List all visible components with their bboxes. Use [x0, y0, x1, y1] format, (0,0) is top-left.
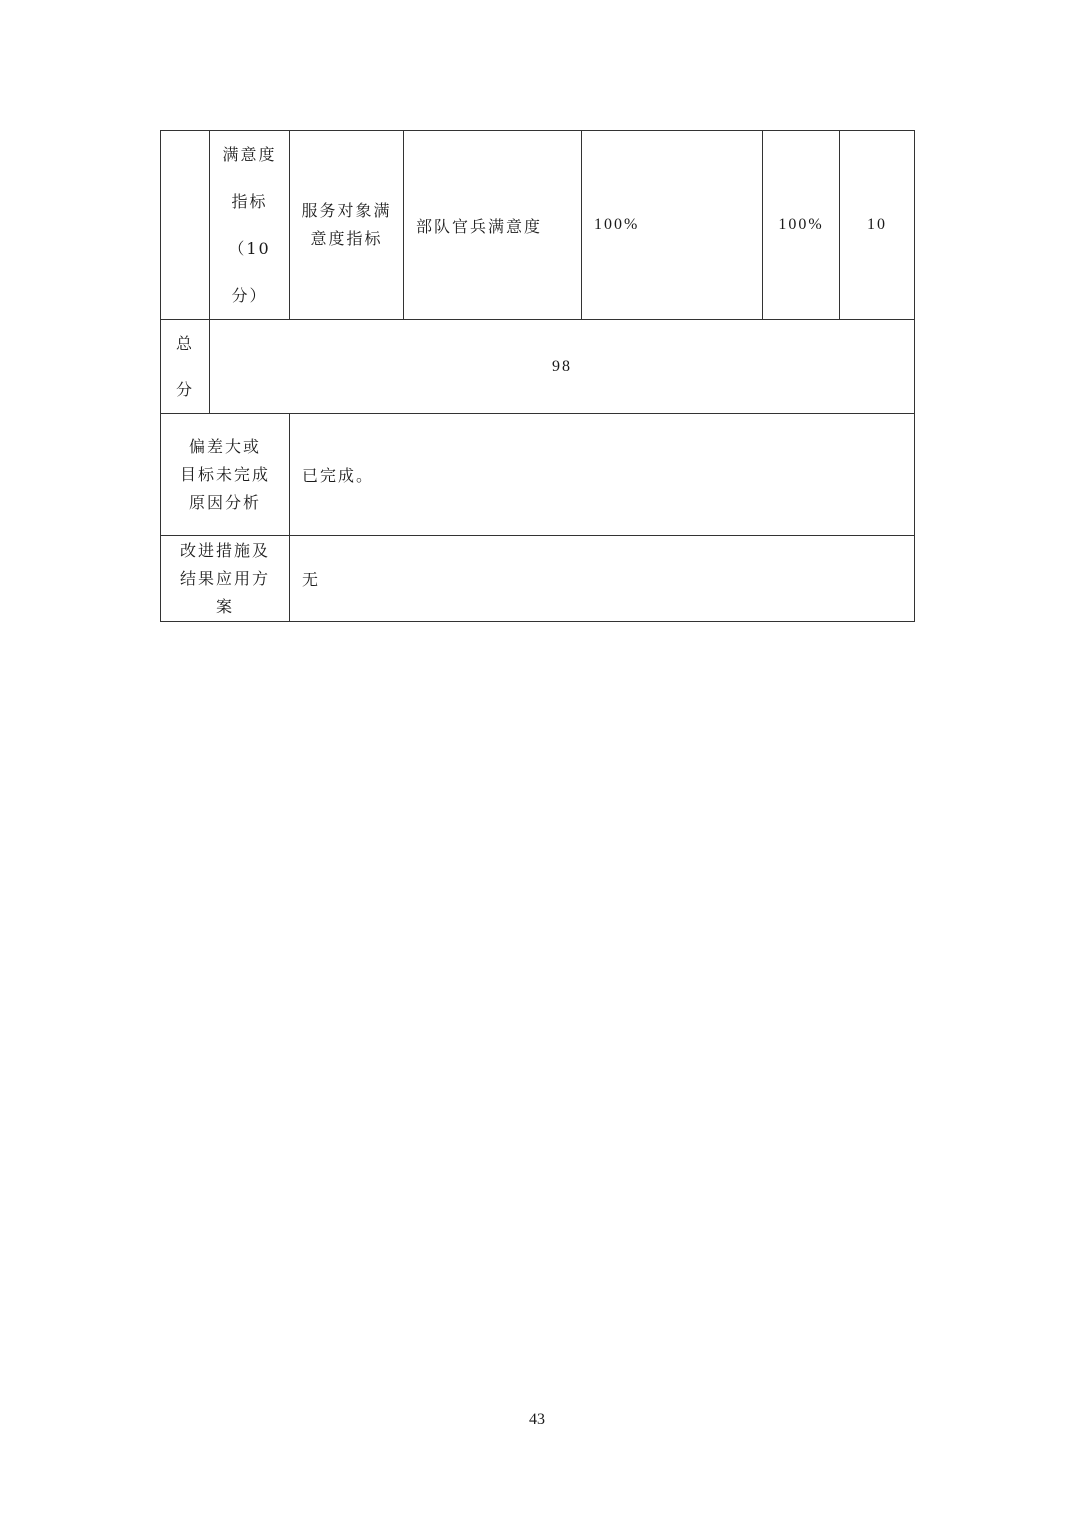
indicator-cell: 部队官兵满意度	[404, 131, 582, 320]
improvement-label-line: 改进措施及	[179, 540, 270, 560]
level2-line: 指标	[231, 192, 268, 211]
level2-line: 分）	[231, 286, 268, 305]
improvement-value-cell: 无	[290, 536, 915, 622]
level1-cell	[161, 131, 210, 320]
performance-table	[160, 130, 915, 622]
total-value-cell: 98	[210, 320, 915, 414]
improvement-label-cell	[161, 536, 290, 622]
level2-cell	[210, 131, 290, 320]
total-label-cell	[161, 320, 210, 414]
improvement-label-line: 结果应用方	[179, 568, 270, 588]
row-total	[161, 320, 915, 414]
deviation-value-cell: 已完成。	[290, 414, 915, 536]
actual-value-cell: 100%	[763, 131, 840, 320]
row-deviation	[161, 414, 915, 536]
page-number: 43	[529, 1411, 545, 1428]
deviation-label-line: 偏差大或	[188, 436, 261, 456]
level3-line: 意度指标	[310, 229, 383, 248]
level3-cell	[290, 131, 404, 320]
level3-line: 服务对象满	[301, 201, 392, 220]
row-improvement	[161, 536, 915, 622]
deviation-label-cell	[161, 414, 290, 536]
deviation-label-line: 原因分析	[188, 492, 261, 512]
level2-line: 满意度	[222, 145, 277, 164]
score-cell: 10	[840, 131, 915, 320]
target-value-cell: 100%	[582, 131, 763, 320]
total-label-char: 分	[175, 379, 194, 399]
deviation-label-line: 目标未完成	[179, 464, 270, 484]
level2-line: （10	[228, 239, 271, 258]
improvement-label-line: 案	[215, 596, 234, 616]
total-label-char: 总	[175, 333, 194, 353]
row-satisfaction	[161, 131, 915, 320]
